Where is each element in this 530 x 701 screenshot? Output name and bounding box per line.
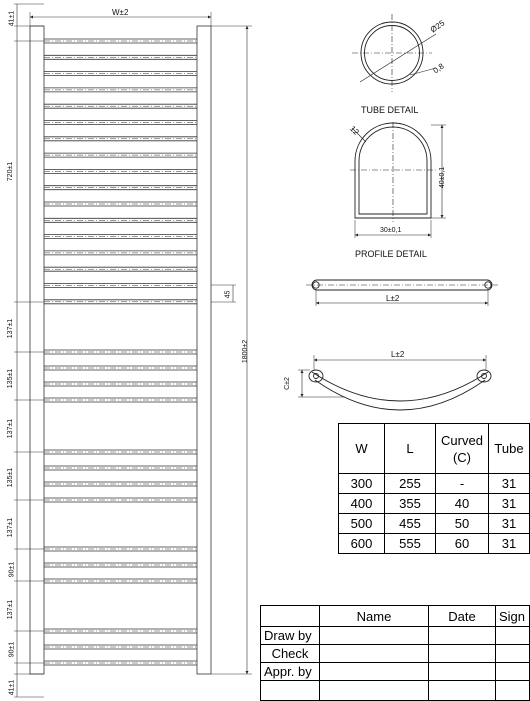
cell-curved: 50 (436, 514, 489, 534)
gap-1-label: 137±1 (7, 318, 15, 339)
right-post (197, 26, 211, 674)
title-block-row (261, 645, 530, 663)
lower-section-2-label: 90±1 (8, 641, 16, 658)
profile-height-label: 40±0,1 (439, 166, 447, 189)
straight-bar-length-label: L±2 (386, 294, 400, 303)
tube-diameter-label: Ø25 (428, 18, 447, 35)
left-post (30, 26, 44, 674)
table-row (339, 534, 530, 554)
cell-l: 455 (385, 514, 436, 534)
cell-curved: 40 (436, 494, 489, 514)
gap-4-label: 137±1 (7, 599, 15, 620)
title-block-row (261, 681, 530, 701)
cell-tube: 31 (489, 534, 530, 554)
title-block-row (261, 627, 530, 645)
tube-detail-drawing (352, 14, 436, 92)
cell-tube: 31 (489, 514, 530, 534)
row-label-draw-by: Draw by (261, 627, 320, 645)
row-label-empty (261, 681, 320, 701)
cell-curved: - (436, 474, 489, 494)
gap-3-label: 137±1 (7, 517, 15, 538)
header-curved: Curved (C) (436, 424, 489, 474)
cell-w: 600 (339, 534, 385, 554)
width-dimension-label: W±2 (112, 8, 129, 17)
header-w: W (339, 424, 385, 474)
profile-radius-label: 12 (348, 124, 361, 137)
title-block-row (261, 663, 530, 681)
total-height-label: 1800±2 (242, 339, 250, 364)
cell-w: 500 (339, 514, 385, 534)
spec-table (338, 423, 530, 554)
row-label-check: Check (261, 645, 320, 663)
title-block-corner (261, 606, 320, 627)
cell-l: 355 (385, 494, 436, 514)
bottom-offset-label: 41±1 (8, 679, 16, 696)
cell-w: 400 (339, 494, 385, 514)
cell-l: 255 (385, 474, 436, 494)
straight-bar-drawing (306, 280, 498, 306)
cell-curved: 60 (436, 534, 489, 554)
spec-header-row (339, 424, 530, 474)
profile-detail-title: PROFILE DETAIL (355, 249, 427, 259)
middle-section-2-label: 135±1 (7, 467, 15, 488)
table-row (339, 474, 530, 494)
title-block-header-row (261, 606, 530, 627)
cell-tube: 31 (489, 474, 530, 494)
tube-detail-title: TUBE DETAIL (361, 105, 419, 115)
table-row (339, 514, 530, 534)
header-sign: Sign (496, 606, 530, 627)
tube-wall-label: 0,8 (431, 61, 446, 76)
top-offset-label: 41±1 (8, 10, 16, 27)
profile-detail-drawing (350, 122, 446, 238)
header-name: Name (320, 606, 429, 627)
bar-pitch-label: 45 (224, 290, 232, 299)
header-date: Date (429, 606, 496, 627)
middle-section-1-label: 135±1 (7, 368, 15, 389)
curved-bar-drawing (298, 355, 491, 410)
header-tube: Tube (489, 424, 530, 474)
table-row (339, 494, 530, 514)
cell-tube: 31 (489, 494, 530, 514)
lower-section-1-label: 90±1 (8, 561, 16, 578)
cell-l: 555 (385, 534, 436, 554)
title-block (260, 605, 530, 701)
towel-rail-elevation (14, 4, 252, 697)
upper-section-label: 720±1 (7, 161, 15, 182)
curved-bar-length-label: L±2 (391, 350, 405, 359)
cell-w: 300 (339, 474, 385, 494)
gap-2-label: 137±1 (7, 418, 15, 439)
row-label-appr-by: Appr. by (261, 663, 320, 681)
curved-bar-curve-label: C±2 (283, 377, 291, 390)
profile-width-label: 30±0,1 (380, 227, 402, 234)
header-l: L (385, 424, 436, 474)
